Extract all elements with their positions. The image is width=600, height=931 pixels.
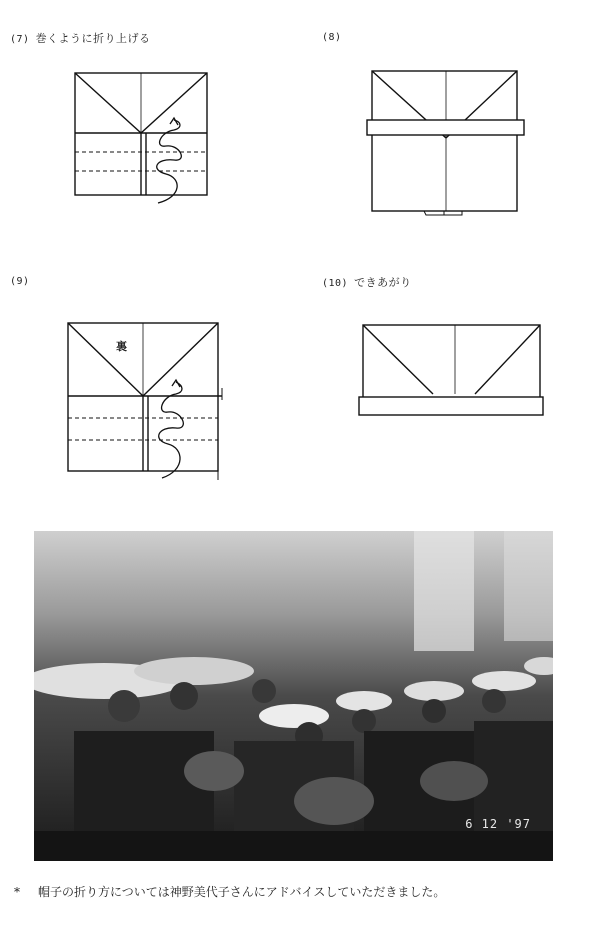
children-wearing-paper-hats-photo — [34, 531, 553, 861]
footnote-text: 帽子の折り方については神野美代子さんにアドバイスしていただきました。 — [38, 885, 446, 899]
step-10-number: (10) — [322, 278, 349, 289]
step-7-number: (7) — [10, 34, 30, 45]
fold-diagram-step-9 — [62, 320, 232, 480]
fold-diagram-step-8 — [362, 68, 532, 218]
fold-diagram-step-7 — [70, 70, 215, 205]
step-9-label — [10, 274, 36, 287]
footnote — [14, 883, 445, 900]
back-side-label: 裏 — [116, 340, 128, 353]
step-7-text: 巻くように折り上げる — [35, 32, 151, 45]
step-8-number: (8) — [322, 32, 342, 43]
footnote-mark: * — [14, 885, 20, 899]
step-10-label — [322, 274, 412, 290]
step-8-label — [322, 30, 348, 43]
step-9-number: (9) — [10, 276, 30, 287]
step-10-text: できあがり — [354, 276, 412, 289]
photo-date-stamp: 6 12 '97 — [465, 817, 531, 831]
fold-diagram-step-10 — [355, 322, 550, 422]
step-7-label — [10, 30, 151, 46]
